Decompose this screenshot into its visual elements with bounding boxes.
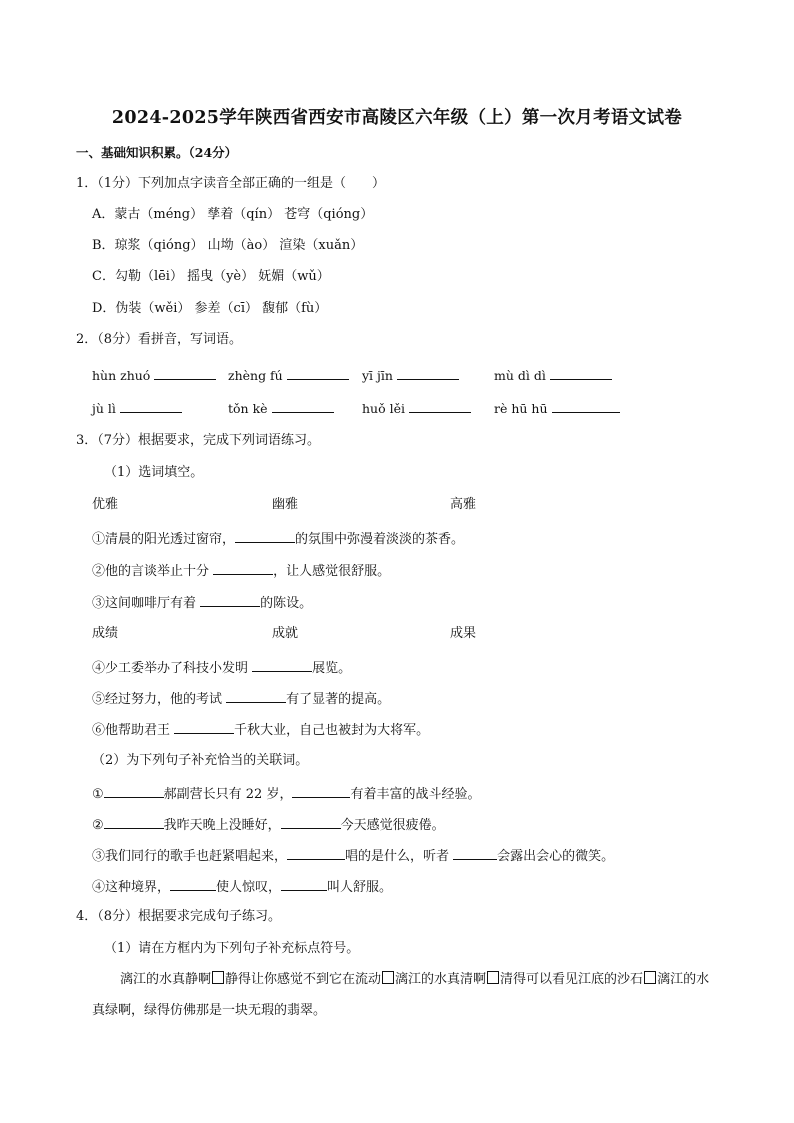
answer-blank[interactable] [213,561,273,575]
pinyin-item [228,366,349,385]
pinyin-item [494,399,620,418]
q4-sub1-heading: （1）请在方框内为下列句子补充标点符号。 [104,941,360,956]
sentence-text: ④少工委举办了科技小发明 [92,661,253,676]
sentence-text: ① [92,787,104,802]
sentence-text: 清得可以看见江底的沙石 [500,972,644,987]
sentence-text: 今天感觉很疲倦。 [340,818,445,833]
q1-option-d: D．伪装（wěi） 参差（cī） 馥郁（fù） [92,301,328,316]
sentence-text: 唱的是什么，听者 [345,849,454,864]
sentence-text: 我昨天晚上没睡好， [163,818,281,833]
pinyin-text: yī jīn [362,368,393,383]
answer-blank[interactable] [409,399,471,413]
pinyin-text: mù dì dì [494,368,546,383]
q3-sub2-heading: （2）为下列句子补充恰当的关联词。 [92,753,309,768]
sentence-text: ③这间咖啡厅有着 [92,596,201,611]
question-1-stem: 1．（1分）下列加点字读音全部正确的一组是（ ） [76,176,386,191]
answer-blank[interactable] [120,399,182,413]
pinyin-text: tǒn kè [228,401,268,416]
answer-blank[interactable] [281,877,327,891]
answer-blank[interactable] [174,720,234,734]
conj-sentence-2 [92,815,445,835]
pinyin-text: huǒ lěi [362,401,405,416]
word-choice: 幽雅 [272,497,299,512]
conj-sentence-4 [92,877,392,897]
answer-blank[interactable] [252,658,312,672]
sentence-text: ，让人感觉很舒服。 [273,564,391,579]
section-heading: 一、基础知识积累。（24分） [76,145,238,160]
word-choice: 成果 [450,626,477,641]
answer-blank[interactable] [170,877,216,891]
sentence-text: 的氛围中弥漫着淡淡的茶香。 [295,532,465,547]
sentence-text: ④这种境界， [92,880,171,895]
question-4-stem: 4．（8分）根据要求完成句子练习。 [76,909,282,924]
punctuation-paragraph [92,964,718,1026]
pinyin-text: zhèng fú [228,368,283,383]
sentence-text: 展览。 [312,661,352,676]
word-choice: 优雅 [92,497,119,512]
conj-sentence-3 [92,846,614,866]
sentence-text: ② [92,818,104,833]
answer-blank[interactable] [272,399,334,413]
q1-option-b: B．琼浆（qióng） 山坳（ào） 渲染（xuǎn） [92,238,364,253]
q1-option-a: A．蒙古（méng） 孳着（qín） 苍穹（qióng） [92,207,374,222]
answer-blank[interactable] [281,815,341,829]
sentence-text: ③我们同行的歌手也赶紧唱起来， [92,849,288,864]
sentence-text: 使人惊叹， [216,880,282,895]
answer-blank[interactable] [552,399,620,413]
fill-sentence-2 [92,561,390,581]
q1-option-c: C．勾勒（lēi） 摇曳（yè） 妩媚（wǔ） [92,269,330,284]
sentence-text: ⑥他帮助君王 [92,723,175,738]
answer-blank[interactable] [104,784,164,798]
fill-sentence-1 [92,529,464,549]
answer-blank[interactable] [154,366,216,380]
sentence-text: 叫人舒服。 [327,880,393,895]
question-3-stem: 3．（7分）根据要求，完成下列词语练习。 [76,433,321,448]
answer-blank[interactable] [226,689,286,703]
pinyin-text: hùn zhuó [92,368,151,383]
answer-blank[interactable] [453,846,497,860]
answer-blank[interactable] [287,366,349,380]
pinyin-item [92,366,216,385]
q3-sub1-heading: （1）选词填空。 [104,465,204,480]
sentence-text: 漓江的水真清啊 [395,972,487,987]
word-choice: 成就 [272,626,299,641]
sentence-text: ①清晨的阳光透过窗帘， [92,532,236,547]
answer-blank[interactable] [200,593,260,607]
sentence-text: 漓江的水真绿啊，绿得仿佛那是一块无瑕的翡翠。 [92,972,710,1018]
pinyin-text: rè hū hū [494,401,548,416]
sentence-text: 有了显著的提高。 [286,692,391,707]
pinyin-text: jù lì [92,401,116,416]
sentence-text: 漓江的水真静啊 [120,972,212,987]
answer-blank[interactable] [397,366,459,380]
punctuation-box[interactable] [487,971,499,984]
punctuation-box[interactable] [382,971,394,984]
sentence-text: 千秋大业，自己也被封为大将军。 [234,723,430,738]
sentence-text: 静得让你感觉不到它在流动 [225,972,382,987]
conj-sentence-1 [92,784,480,804]
fill-sentence-4 [92,658,351,678]
fill-sentence-6 [92,720,429,740]
sentence-text: 有着丰富的战斗经验。 [350,787,481,802]
pinyin-item [362,366,459,385]
page-title: 2024-2025学年陕西省西安市高陵区六年级（上）第一次月考语文试卷 [111,108,683,128]
word-choice: 成绩 [92,626,119,641]
punctuation-box[interactable] [212,971,224,984]
answer-blank[interactable] [104,815,164,829]
sentence-text: ⑤经过努力，他的考试 [92,692,227,707]
question-2-stem: 2．（8分）看拼音，写词语。 [76,332,243,347]
answer-blank[interactable] [287,846,345,860]
sentence-text: 郝副营长只有 22 岁， [163,787,293,802]
pinyin-item [228,399,334,418]
word-choice: 高雅 [450,497,477,512]
sentence-text: 会露出会心的微笑。 [497,849,615,864]
pinyin-item [92,399,182,418]
punctuation-box[interactable] [644,971,656,984]
sentence-text: ②他的言谈举止十分 [92,564,214,579]
pinyin-item [494,366,612,385]
answer-blank[interactable] [550,366,612,380]
pinyin-item [362,399,471,418]
answer-blank[interactable] [292,784,350,798]
fill-sentence-3 [92,593,312,613]
fill-sentence-5 [92,689,390,709]
sentence-text: 的陈设。 [260,596,313,611]
answer-blank[interactable] [235,529,295,543]
